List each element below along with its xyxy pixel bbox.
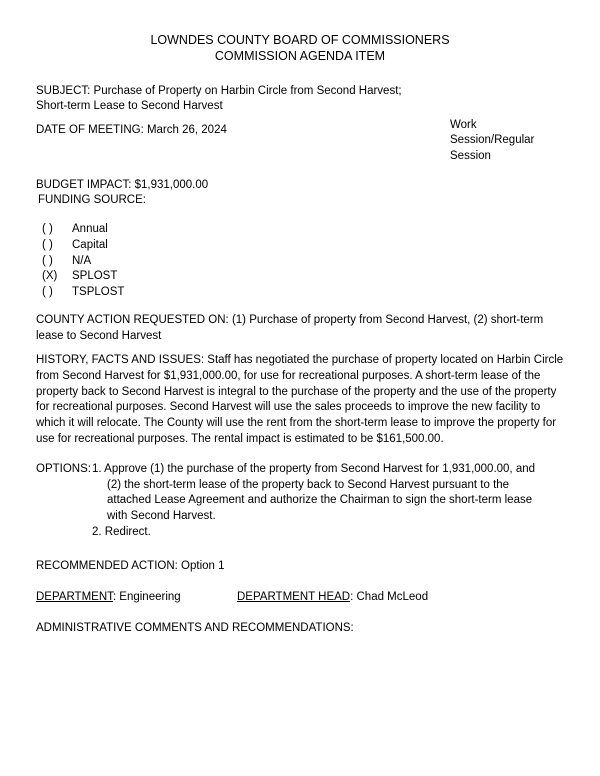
subject-section (36, 84, 436, 115)
administrative-comments-section (36, 621, 564, 637)
options-label: OPTIONS: (36, 463, 91, 476)
document-title (36, 32, 564, 65)
department-head-value: : Chad McLeod (350, 590, 429, 603)
recommended-action-label: RECOMMENDED ACTION: (36, 560, 178, 573)
option-2: 2. Redirect. (92, 525, 151, 538)
option-1: 1. Approve (1) the purchase of the property from Second Harvest for 1,931,000.00, and (2) the short-term lease of the property back to Second Harvest pursuant to the attached Lease Agreement and authorize the Chairman to sign the short-term lease with Second Harvest. (92, 463, 536, 523)
subject-text: Purchase of Property on Harbin Circle from Second Harvest; Short-term Lease to Second Harvest (36, 84, 402, 113)
funding-option-label: TSPLOST (72, 286, 125, 299)
budget-impact (36, 178, 564, 194)
department-head-label: DEPARTMENT HEAD (237, 590, 351, 603)
recommended-action-section (36, 559, 564, 575)
county-action-label: COUNTY ACTION REQUESTED ON: (36, 314, 229, 327)
subject-label: SUBJECT: (36, 84, 91, 97)
recommended-action-text: Option 1 (177, 560, 225, 573)
department-row (36, 590, 564, 606)
department-head-cell (237, 590, 428, 606)
history-facts-issues-section (36, 353, 564, 447)
date-of-meeting-row (36, 118, 564, 165)
department-cell (36, 590, 237, 606)
funding-option-label: Annual (72, 222, 108, 235)
funding-option-splost (42, 269, 564, 285)
funding-option-label: Capital (72, 238, 108, 251)
funding-option-label: N/A (72, 254, 92, 267)
checkbox-tsplost: ( ) (42, 286, 53, 299)
checkbox-annual: ( ) (42, 222, 53, 235)
department-value: : Engineering (112, 590, 181, 603)
county-action-section (36, 313, 564, 344)
date-of-meeting-label: DATE OF MEETING: (36, 123, 144, 136)
session-type: Work Session/Regular Session (450, 118, 535, 162)
checkbox-na: ( ) (42, 254, 53, 267)
funding-option-annual (42, 222, 564, 238)
funding-option-na (42, 254, 564, 270)
title-line-1: LOWNDES COUNTY BOARD OF COMMISSIONERS (150, 33, 450, 47)
date-of-meeting (36, 123, 227, 139)
title-line-2: COMMISSION AGENDA ITEM (214, 49, 386, 64)
budget-impact-label: BUDGET IMPACT: (36, 178, 132, 191)
checkbox-splost-checked: (X) (42, 270, 58, 283)
options-section (36, 462, 564, 540)
funding-option-label: SPLOST (72, 270, 118, 283)
options-list (92, 462, 552, 540)
funding-source-options (42, 222, 564, 301)
funding-option-tsplost (42, 285, 564, 301)
checkbox-capital: ( ) (42, 238, 53, 251)
date-of-meeting-value: March 26, 2024 (143, 123, 227, 136)
history-label: HISTORY, FACTS AND ISSUES: (36, 354, 205, 367)
budget-section (36, 178, 564, 209)
county-action-text: (1) Purchase of property from Second Harvest, (2) short-term lease to Second Harvest (36, 314, 544, 342)
history-text: Staff has negotiated the purchase of property located on Harbin Circle from Second Harvest for $1,931,000.00, for use for recreational purposes. A short-term lease of the property back to Second Harvest is integral to the purchase of the property and the use of the property for recreational purposes. Second Harvest will use the sales proceeds to improve the new facility to which it will relocate. The County will use the rent from the short-term lease to improve the property for use for recreational purposes. The rental impact is estimated to be $161,500.00. (36, 354, 564, 445)
funding-option-capital (42, 238, 564, 254)
department-label: DEPARTMENT (36, 590, 113, 603)
budget-impact-amount: $1,931,000.00 (131, 178, 209, 191)
funding-source-label: FUNDING SOURCE: (38, 194, 146, 207)
administrative-comments-label: ADMINISTRATIVE COMMENTS AND RECOMMENDATIONS: (36, 621, 354, 634)
